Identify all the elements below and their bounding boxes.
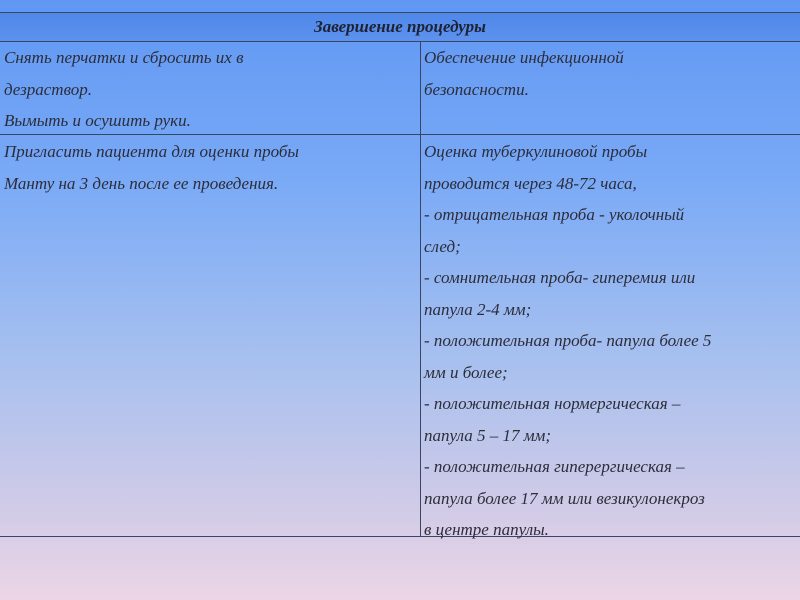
text-line: проводится через 48-72 часа, bbox=[424, 173, 637, 193]
row-1-rationale-cell bbox=[424, 42, 796, 105]
row-2-rationale-cell bbox=[424, 136, 800, 546]
text-line: след; bbox=[424, 236, 461, 256]
row-1-action-cell bbox=[4, 42, 416, 137]
table-header: Завершение процедуры bbox=[0, 12, 800, 42]
text-line: - положительная проба- папула более 5 bbox=[424, 331, 712, 350]
column-divider bbox=[420, 41, 421, 536]
row-2-action-cell bbox=[4, 136, 416, 199]
text-line: - положительная нормергическая – bbox=[424, 394, 681, 413]
text-line: Пригласить пациента для оценки пробы bbox=[4, 142, 299, 161]
text-line: Вымыть и осушить руки. bbox=[4, 111, 191, 130]
text-line: безопасности. bbox=[424, 79, 529, 99]
text-line: Манту на 3 день после ее проведения. bbox=[4, 173, 279, 193]
text-line: - отрицательная проба - уколочный bbox=[424, 205, 685, 224]
text-line: Обеспечение инфекционной bbox=[424, 48, 624, 67]
text-line: - сомнительная проба- гиперемия или bbox=[424, 268, 696, 287]
text-line: Оценка туберкулиновой пробы bbox=[424, 142, 648, 161]
text-line: дезраствор. bbox=[4, 79, 92, 99]
text-line: папула более 17 мм или везикулонекроз bbox=[424, 488, 705, 508]
text-line: папула 5 – 17 мм; bbox=[424, 425, 552, 445]
text-line: мм и более; bbox=[424, 362, 508, 382]
text-line: в центре папулы. bbox=[424, 520, 549, 539]
text-line: - положительная гиперергическая – bbox=[424, 457, 685, 476]
text-line: папула 2-4 мм; bbox=[424, 299, 532, 319]
text-line: Снять перчатки и сбросить их в bbox=[4, 48, 244, 67]
